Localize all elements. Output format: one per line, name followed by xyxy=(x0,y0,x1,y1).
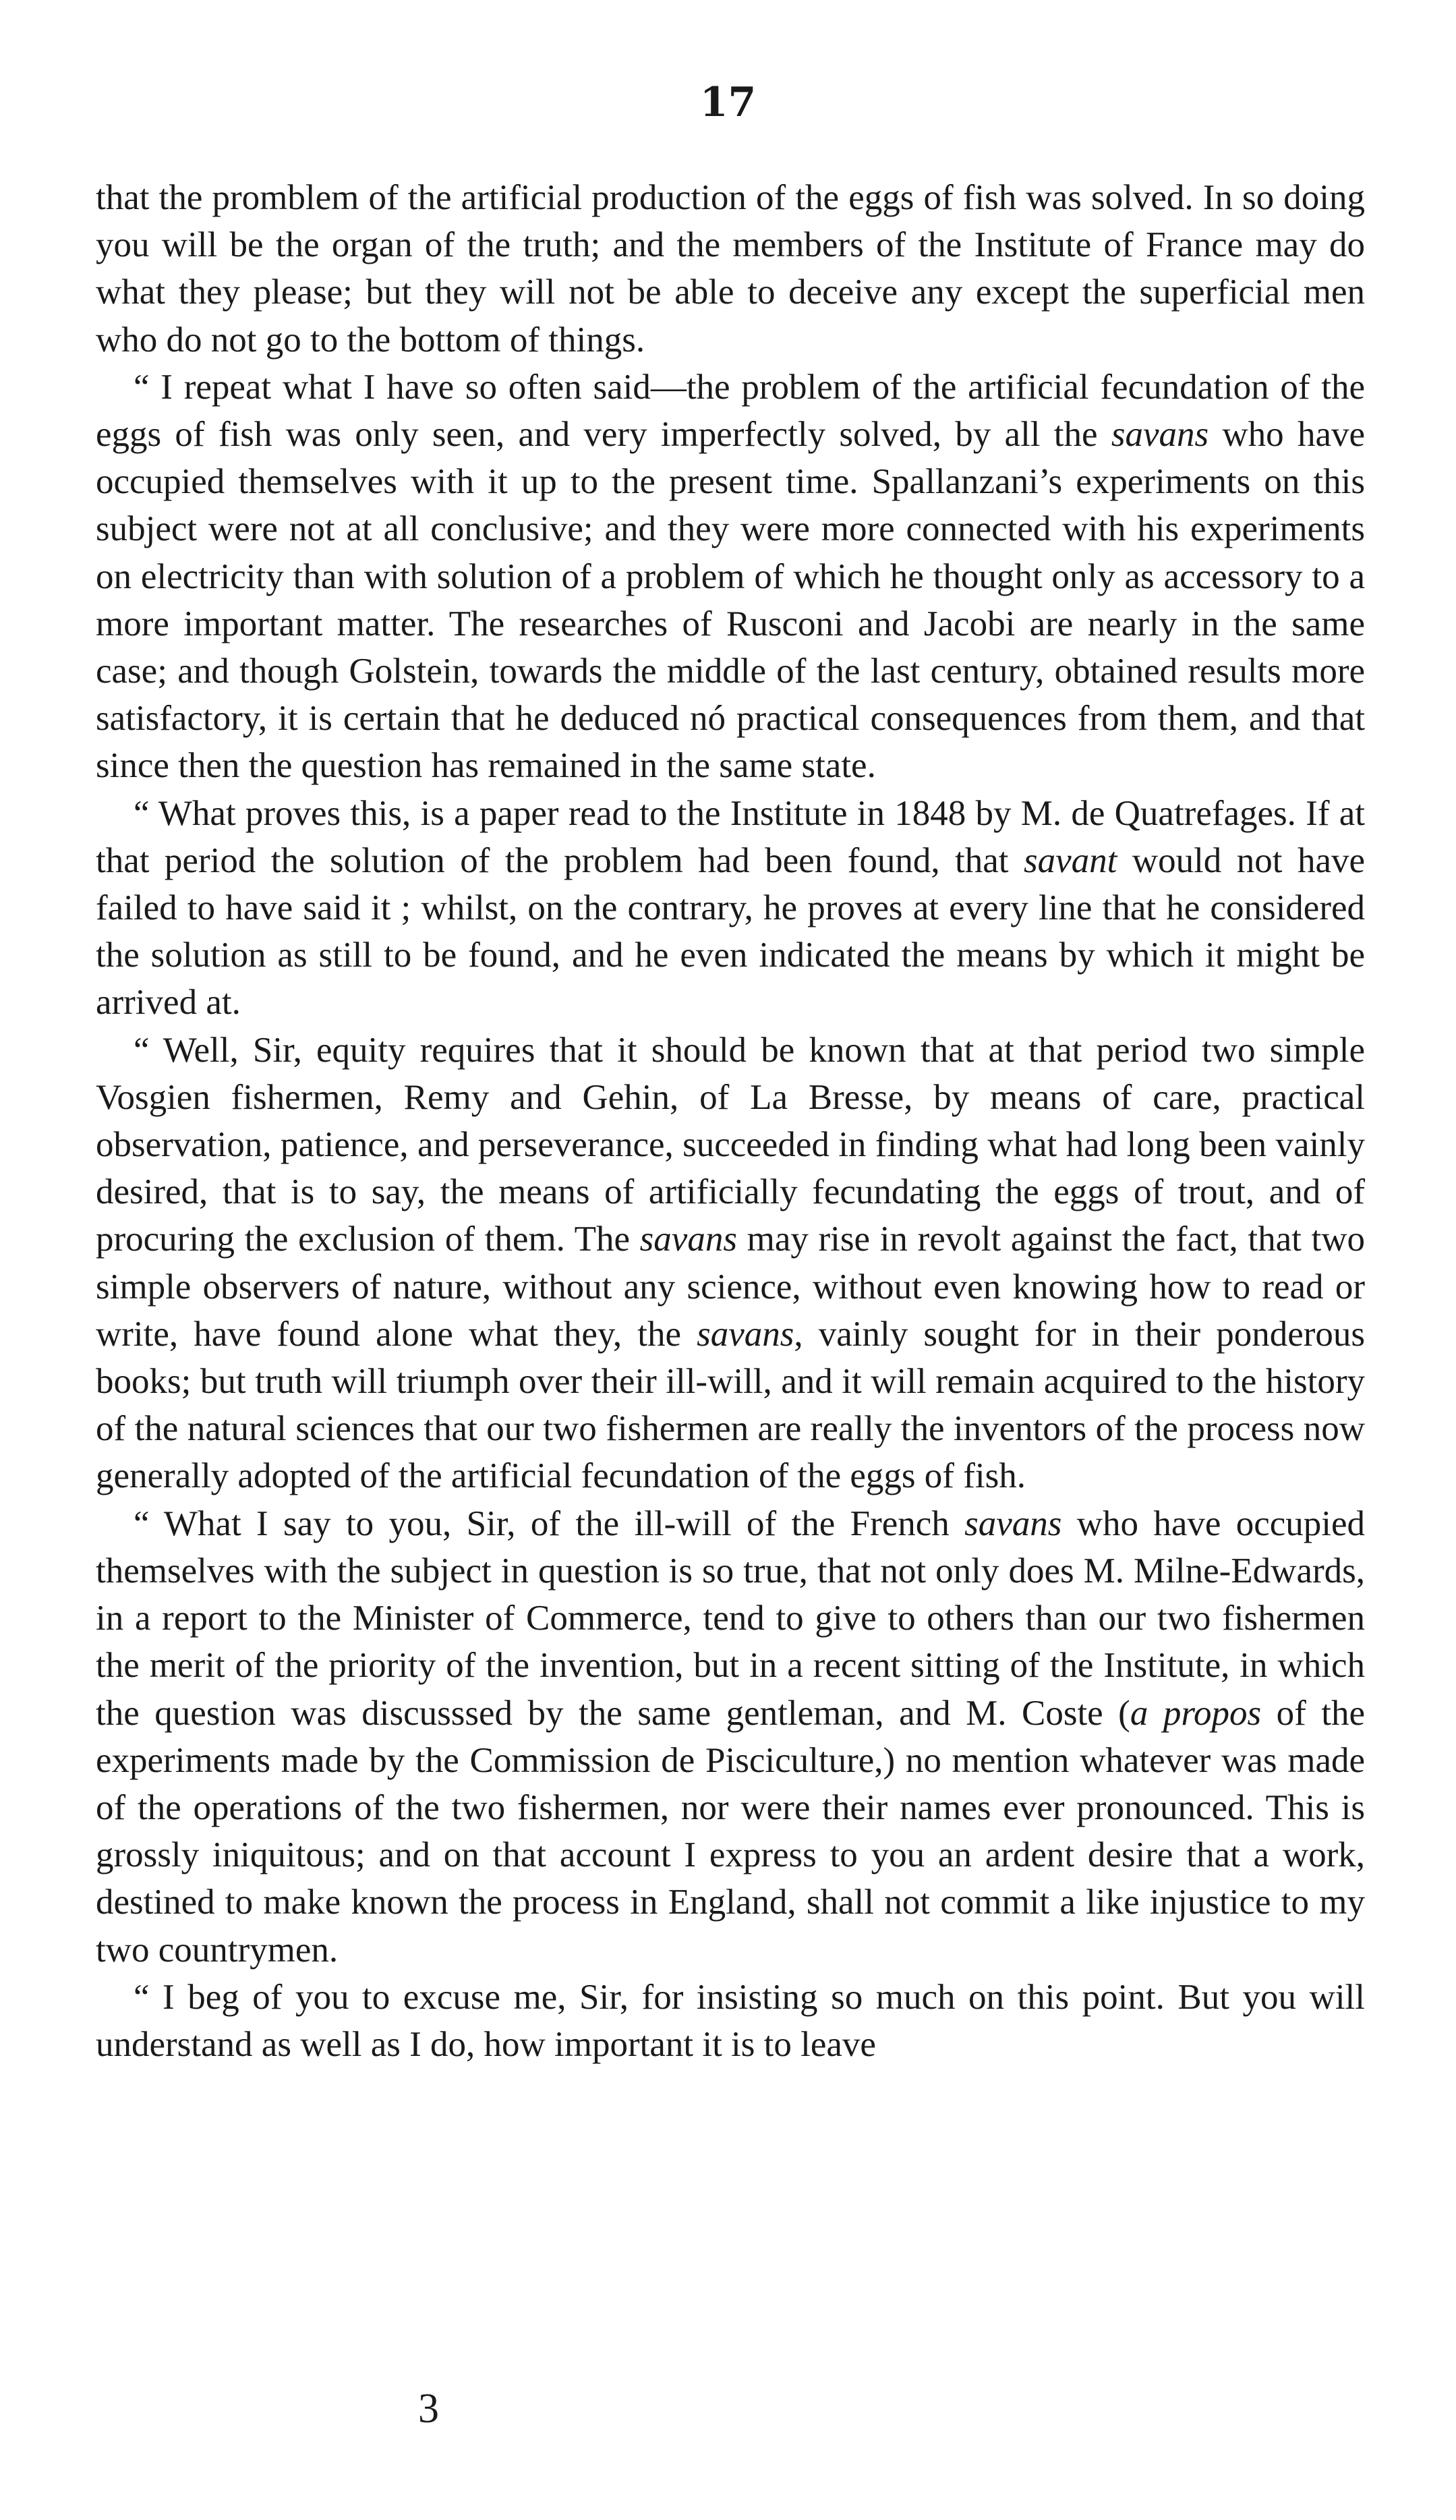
text-run: “ What proves this, is a paper read to the Institute in 1848 by M. de Quatrefages. If at that period the solution of the problem had been found, that xyxy=(96,793,1365,880)
text-run: “ Well, Sir, equity requires that it should be known that at that period two simple Vosgien fishermen, Remy and Gehin, of La Bresse, by means of care, practical observation, patience, and perseverance, succeeded in finding what had long been vainly desired, that is to say, the means of artificially fecundating the eggs of trout, and of procuring the exclusion of them. The xyxy=(96,1030,1365,1259)
text-run: who have occupied themselves with it up to the present time. Spallanzani’s experiments on this subject were not at all conclusive; and they were more connected with his experiments on electricity than with solution of a problem of which he thought only as accessory to a more important matter. The researches of Rusconi and Jacobi are nearly in the same case; and though Golstein, towards the middle of the last century, obtained results more satisfactory, it is certain that he deduced nó practical consequences from them, and that since then the question has remained in the same state. xyxy=(96,415,1366,786)
text-run: who have occupied themselves with the subject in question is so true, that not only does M. Milne-Edwards, in a report to the Minister of Commerce, tend to give to others than our two fishermen the merit of the priority of the invention, but in a recent sitting of the Institute, in which the question was discusssed by the same gentleman, and M. Coste ( xyxy=(96,1504,1365,1733)
text-run: of the experiments made by the Commission de Pisciculture,) no mention whatever was made of the operations of the two fishermen, nor were their names ever pronounced. This is grossly iniquitous; and on that account I express to you an ardent desire that a work, destined to make known the process in England, shall not commit a like injustice to my two countrymen. xyxy=(96,1693,1365,1970)
paragraph xyxy=(96,790,1365,1027)
text-run: that the promblem of the artificial production of the eggs of fish was solved. In so doing you will be the organ of the truth; and the members of the Institute of France may do what they please; but they will not be able to deceive any except the superficial men who do not go to the bottom of things. xyxy=(96,178,1365,360)
italic-word: savant xyxy=(1023,840,1117,880)
italic-word: savans xyxy=(697,1314,794,1354)
paragraph xyxy=(96,1027,1365,1500)
italic-word: savans xyxy=(1111,415,1209,455)
italic-word: a propos xyxy=(1130,1693,1262,1733)
italic-word: savans xyxy=(964,1504,1062,1543)
body-text xyxy=(96,174,1365,2068)
page-number: 17 xyxy=(699,79,757,126)
signature-mark: 3 xyxy=(418,2386,439,2432)
text-run: may rise in revolt against the fact, that two simple observers of nature, without any science, without even knowing how to read or write, have found alone what they, the xyxy=(96,1220,1365,1354)
text-run: “ What I say to you, Sir, of the ill-will of the French xyxy=(134,1504,965,1543)
paragraph xyxy=(96,1500,1365,1974)
paragraph xyxy=(96,1974,1365,2068)
text-run: would not have failed to have said it ; whilst, on the contrary, he proves at every line that he considered the solution as still to be found, and he even indicated the means by which it might be arrived at. xyxy=(96,840,1365,1023)
paragraph xyxy=(96,174,1365,364)
paragraph xyxy=(96,364,1365,790)
text-run: “ I repeat what I have so often said—the problem of the artificial fecundation of the eggs of fish was only seen, and very imperfectly solved, by all the xyxy=(96,367,1365,455)
text-run: “ I beg of you to excuse me, Sir, for insisting so much on this point. But you will understand as well as I do, how important it is to leave xyxy=(96,1977,1365,2064)
text-run: , vainly sought for in their ponderous books; but truth will triumph over their ill-will, and it will remain acquired to the history of the natural sciences that our two fishermen are really the inventors of the process now generally adopted of the artificial fecundation of the eggs of fish. xyxy=(96,1314,1365,1496)
italic-word: savans xyxy=(639,1220,737,1259)
